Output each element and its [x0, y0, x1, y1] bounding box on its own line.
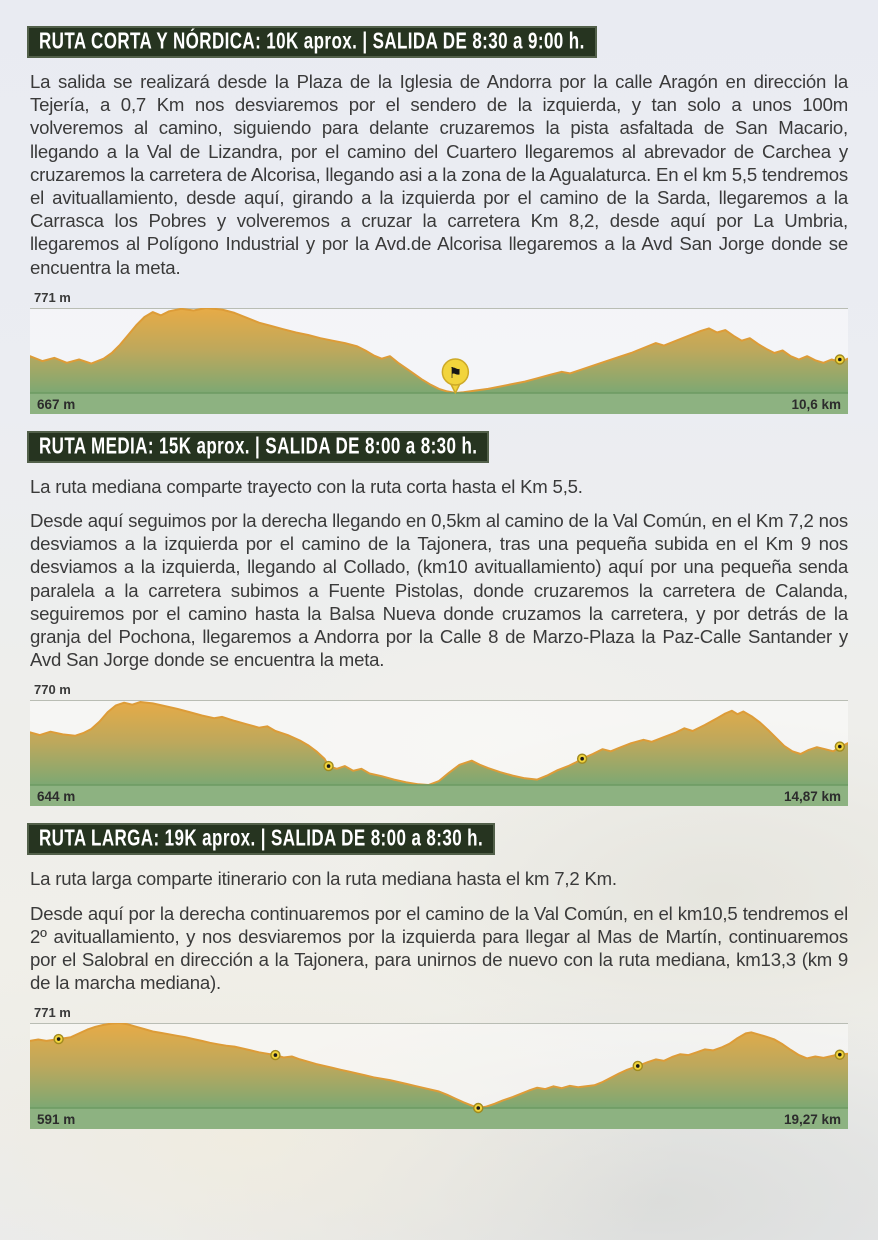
route-description-corta: La salida se realizará desde la Plaza de la Iglesia de Andorra por la calle Aragón en dirección la Tejería, a 0,7 Km nos desviaremos por el sendero de la izquierda, y tan solo a unos 100m volveremos al camino, siguiendo para delante cruzaremos la pista asfaltada de San Macario, llegando a la Val de Lizandra, por el camino del Cuartero llegaremos al abrevador de Carchea y cruzaremos la carretera de Alcorisa, llegando asi a la zona de la Agualaturca. En el km 5,5 tendremos el avituallamiento, desde aquí, girando a la izquierda por el camino de la Sarda, llegaremos a la Carrasca los Pobres y volveremos a cruzar la carretera Km 8,2, desde aquí por La Umbria, llegaremos al Polígono Industrial y por la Avd.de Alcorisa llegaremos a la Avd San Jorge donde se encuentra la meta.	[30, 71, 849, 278]
route-section-corta	[30, 26, 848, 414]
distance-label: 19,27 km	[783, 1112, 841, 1128]
elevation-profile-svg-corta	[30, 308, 848, 414]
elevation-min-label: 644 m	[37, 789, 76, 805]
distance-label: 14,87 km	[783, 789, 841, 805]
route-section-media	[30, 431, 848, 807]
elevation-chart-corta	[30, 290, 848, 414]
route-badge-corta	[27, 26, 597, 58]
route-badge-larga-label: RUTA LARGA: 19K aprox. | SALIDA DE 8:00 a 8:30 h.	[39, 826, 484, 852]
baseline-band	[30, 785, 848, 806]
baseline-band	[30, 393, 848, 414]
route-badge-media	[27, 431, 489, 463]
elevation-max-label: 771 m	[34, 1005, 71, 1021]
route-badge-larga	[27, 823, 495, 855]
elevation-chart-media	[30, 682, 848, 806]
route-description-media: Desde aquí seguimos por la derecha llegando en 0,5km al camino de la Val Común, en el Km 7,2 nos desviamos a la izquierda por el camino de la Tajonera, tras una pequeña subida en el Km 9 nos desviamos a la izquierda, llegando al Collado, (km10 avituallamiento) aquí por una pequeña senda paralela a la carretera subimos a Fuente Pistolas, donde cruzaremos la carretera de Calanda, seguiremos por el camino hasta la Balsa Nueva donde cruzamos la carretera, y por detrás de la granja del Pochona, llegaremos a Andorra por la Calle 8 de Marzo-Plaza la Paz-Calle Santander y Avd San Jorge donde se encuentra la meta.	[30, 510, 848, 671]
baseline-band	[30, 1108, 848, 1129]
waypoint-marker-icon	[835, 743, 844, 752]
elevation-profile-svg-media	[30, 700, 848, 806]
distance-label: 10,6 km	[791, 396, 841, 412]
route-description-media-intro: La ruta mediana comparte trayecto con la ruta corta hasta el Km 5,5.	[30, 475, 583, 497]
waypoint-marker-icon	[271, 1051, 280, 1060]
route-description-larga: Desde aquí por la derecha continuaremos por el camino de la Val Común, en el km10,5 tendremos el 2º avituallamiento, y nos desviaremos por la izquierda para llegar al Mas de Martín, continuaremos por el Salobral en dirección a la Tajonera, para unirnos de nuevo con la ruta mediana, km13,3 (km 9 de la marcha mediana).	[30, 902, 848, 994]
waypoint-marker-icon	[633, 1062, 642, 1071]
route-badge-media-label: RUTA MEDIA: 15K aprox. | SALIDA DE 8:00 a 8:30 h.	[39, 433, 478, 459]
waypoint-marker-icon	[578, 755, 587, 764]
elevation-max-label: 770 m	[34, 682, 71, 698]
waypoint-marker-icon	[474, 1104, 483, 1113]
svg-text:⚑: ⚑	[448, 363, 463, 382]
route-description-larga-intro: La ruta larga comparte itinerario con la ruta mediana hasta el km 7,2 Km.	[30, 868, 617, 890]
elevation-profile-svg-larga	[30, 1023, 848, 1129]
elevation-chart-larga	[30, 1005, 848, 1129]
route-section-larga	[30, 823, 848, 1129]
waypoint-marker-icon	[54, 1035, 63, 1044]
elevation-max-label: 771 m	[34, 289, 71, 305]
waypoint-marker-icon	[835, 1051, 844, 1060]
elevation-min-label: 591 m	[37, 1112, 76, 1128]
elevation-min-label: 667 m	[37, 396, 76, 412]
waypoint-marker-icon	[835, 355, 844, 364]
route-badge-corta-label: RUTA CORTA Y NÓRDICA: 10K aprox. | SALIDA DE 8:30 a 9:00 h.	[39, 28, 585, 55]
waypoint-marker-icon	[324, 762, 333, 771]
